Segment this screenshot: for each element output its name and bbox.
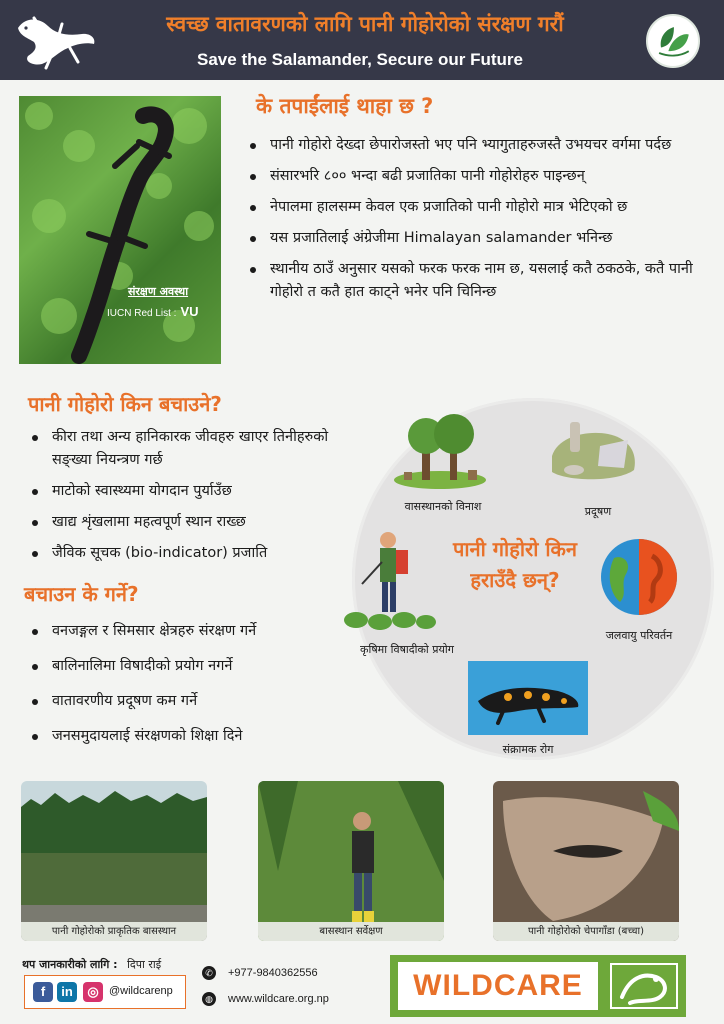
threat-label: जलवायु परिवर्तन [605,629,673,642]
social-links [24,975,186,1009]
threat-label: संक्रामक रोग [502,743,554,756]
habitat-photo [21,781,207,941]
facebook-icon[interactable]: f [33,982,53,1002]
photo-caption: पानी गोहोरोको प्राकृतिक बासस्थान [21,922,207,941]
iucn-prefix: IUCN Red List : [107,308,177,319]
list-item: जैविक सूचक (bio-indicator) प्रजाति [30,542,330,565]
larva-photo [493,781,679,941]
list-item: माटोको स्वास्थ्यमा योगदान पुर्याउँछ [30,480,330,503]
more-info [22,957,161,972]
why-save-list [30,426,330,565]
did-you-know-heading: के तपाईंलाई थाहा छ ? [256,94,434,118]
pesticide-spray-icon [340,528,440,634]
list-item: जनसमुदायलाई संरक्षणको शिक्षा दिने [30,725,320,748]
photo-caption: बासस्थान सर्वेक्षण [258,922,444,941]
threat-label: प्रदूषण [584,505,612,518]
social-handle[interactable]: @wildcarenp [109,985,173,997]
threat-label: वासस्थानको विनाश [404,500,482,513]
did-you-know-list [248,134,694,304]
page-subtitle: Save the Salamander, Secure our Future [197,50,523,69]
conservation-status-label: संरक्षण अवस्था [128,285,189,298]
globe-climate-icon [594,534,684,620]
survey-photo [258,781,444,941]
website-row [202,992,329,1006]
globe-icon: ◍ [202,992,216,1006]
how-save-list [30,620,320,748]
salamander-icon [12,8,98,72]
phone-row [202,966,318,980]
list-item: कीरा तथा अन्य हानिकारक जीवहरु खाएर तिनीहरुको सङ्ख्या नियन्त्रण गर्छ [30,426,330,472]
instagram-icon[interactable]: ◎ [83,982,103,1002]
linkedin-icon[interactable]: in [57,982,77,1002]
header-banner [0,0,724,80]
leaf-logo-icon [646,14,700,68]
phone-icon: ✆ [202,966,216,980]
threat-label: कृषिमा विषादीको प्रयोग [360,643,454,656]
brand-name: WILDCARE [398,962,598,1010]
cut-tree-icon [392,406,488,490]
list-item: बालिनालिमा विषादीको प्रयोग नगर्ने [30,655,320,678]
more-info-label: थप जानकारीको लागि : [22,958,118,971]
pollution-icon [548,416,640,486]
photo-caption: पानी गोहोरोको चेपागाँडा (बच्चा) [493,922,679,941]
contact-name: दिपा राई [127,958,162,971]
list-item: नेपालमा हालसम्म केवल एक प्रजातिको पानी गोहोरो मात्र भेटिएको छ [248,196,694,219]
how-save-heading: बचाउन के गर्ने? [24,582,139,606]
list-item: वातावरणीय प्रदूषण कम गर्ने [30,690,320,713]
salamander-on-clover-image [19,96,221,364]
sick-salamander-icon [468,661,588,735]
wildcare-logo [390,955,686,1017]
page-title: स्वच्छ वातावरणको लागि पानी गोहोरोको संरक्षण गरौं [166,12,564,36]
list-item: स्थानीय ठाउँ अनुसार यसको फरक फरक नाम छ, यसलाई कतै ठकठके, कतै पानी गोहोरो त कतै हात काट्ने भनेर पनि चिनिन्छ [248,258,694,304]
iucn-value: VU [180,304,199,319]
list-item: खाद्य शृंखलामा महत्वपूर्ण स्थान राख्छ [30,511,330,534]
why-save-heading: पानी गोहोरो किन बचाउने? [28,392,222,416]
list-item: पानी गोहोरो देख्दा छेपारोजस्तो भए पनि भ्यागुताहरुजस्तै उभयचर वर्गमा पर्दछ [248,134,694,157]
website-link[interactable]: www.wildcare.org.np [228,992,329,1005]
phone-number[interactable]: +977-9840362556 [228,966,318,979]
threats-title: पानी गोहोरो किन हराउँदै छन्? [453,537,577,592]
list-item: यस प्रजातिलाई अंग्रेजीमा Himalayan salamander भनिन्छ [248,227,694,250]
list-item: वनजङ्गल र सिमसार क्षेत्रहरु संरक्षण गर्ने [30,620,320,643]
salamander-photo [19,96,221,364]
iucn-status [107,304,199,319]
list-item: संसारभरि ८०० भन्दा बढी प्रजातिका पानी गोहोरोहरु पाइन्छन् [248,165,694,188]
wildcare-emblem-icon [610,963,678,1009]
